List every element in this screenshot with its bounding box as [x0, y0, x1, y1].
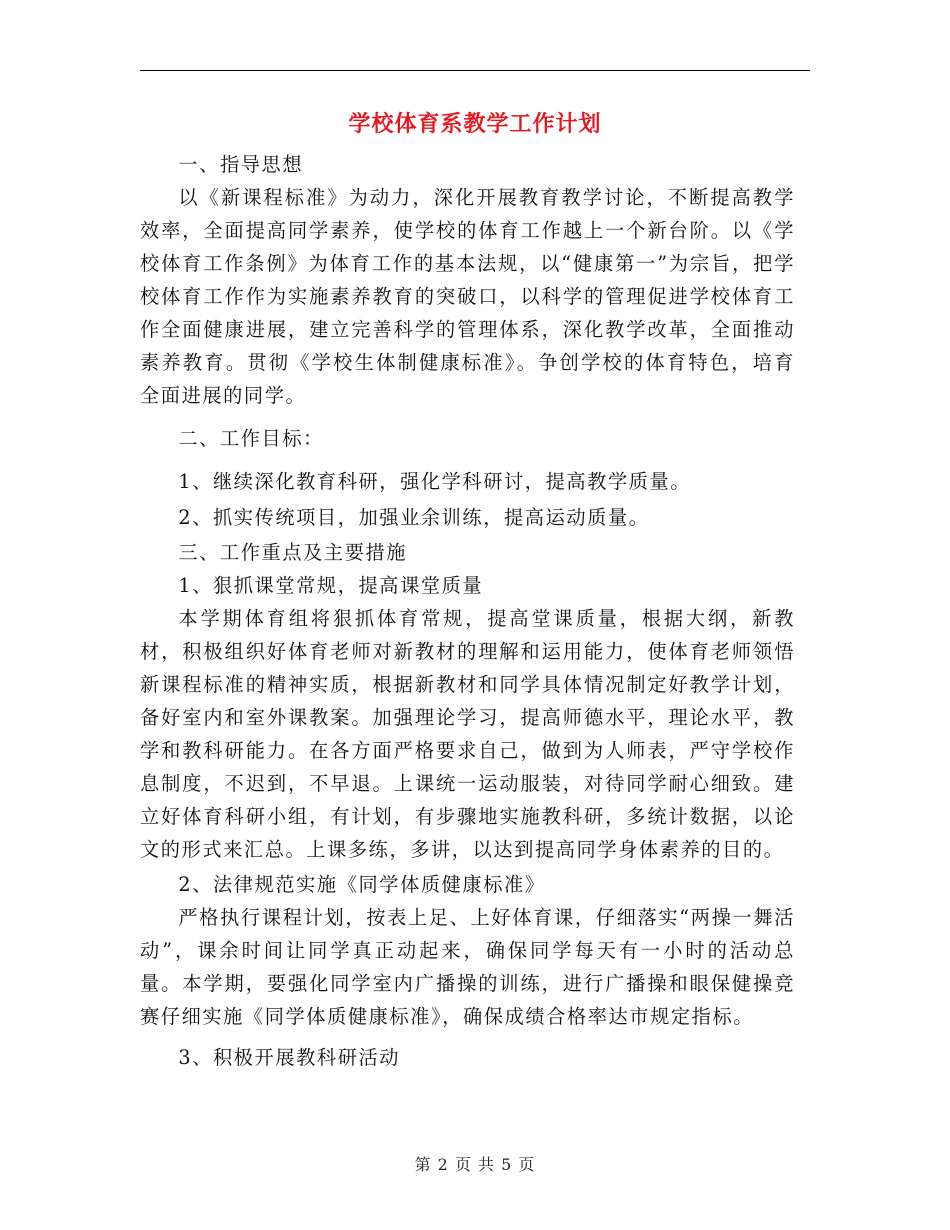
paragraph-classroom-routine: 本学期体育组将狠抓体育常规，提高堂课质量，根据大纲，新教材，积极组织好体育老师对新教材的理解和运用能力，使体育老师领悟新课程标准的精神实质，根据新教材和同学具体情况制定好教学计划，备好室内和室外课教案。加强理论学习，提高师德水平，理论水平，教学和教科研能力。在各方面严格要求自己，做到为人师表，严守学校作息制度，不迟到，不早退。上课统一运动服装，对待同学耐心细致。建立好体育科研小组，有计划，有步骤地实施教科研，多统计数据，以论文的形式来汇总。上课多练，多讲，以达到提高同学身体素养的目的。 [140, 607, 795, 861]
section-heading-guiding-ideology: 一、指导思想 [178, 153, 304, 176]
section-heading-goals: 二、工作目标： [178, 427, 324, 450]
page-number-footer: 第 2 页 共 5 页 [414, 1155, 536, 1174]
paragraph-guiding-ideology: 以《新课程标准》为动力，深化开展教育教学讨论，不断提高教学效率，全面提高同学素养，使学校的体育工作越上一个新台阶。以《学校体育工作条例》为体育工作的基本法规，以“健康第一”为宗旨，把学校体育工作作为实施素养教育的突破口，以科学的管理促进学校体育工作全面健康进展，建立完善科学的管理体系，深化教学改革，全面推动素养教育。贯彻《学校生体制健康标准》。争创学校的体育特色，培育全面进展的同学。 [140, 186, 795, 407]
subheading-health-standard: 2、法律规范实施《同学体质健康标准》 [178, 873, 546, 896]
header-rule [140, 70, 810, 71]
document-body [140, 148, 795, 1074]
subheading-classroom-routine: 1、狠抓课堂常规，提高课堂质量 [178, 574, 484, 597]
paragraph-health-standard: 严格执行课程计划，按表上足、上好体育课，仔细落实“两操一舞活动”，课余时间让同学真正动起来，确保同学每天有一小时的活动总量。本学期，要强化同学室内广播操的训练，进行广播操和眼保健操竞赛仔细实施《同学体质健康标准》，确保成绩合格率达市规定指标。 [140, 906, 795, 1028]
document-title: 学校体育系教学工作计划 [348, 112, 602, 137]
subheading-teaching-research: 3、积极开展教科研活动 [178, 1046, 401, 1069]
section-heading-measures: 三、工作重点及主要措施 [178, 541, 408, 564]
goal-item-1: 1、继续深化教育科研，强化学科研讨，提高教学质量。 [178, 470, 692, 493]
goal-item-2: 2、抓实传统项目，加强业余训练，提高运动质量。 [178, 506, 650, 529]
